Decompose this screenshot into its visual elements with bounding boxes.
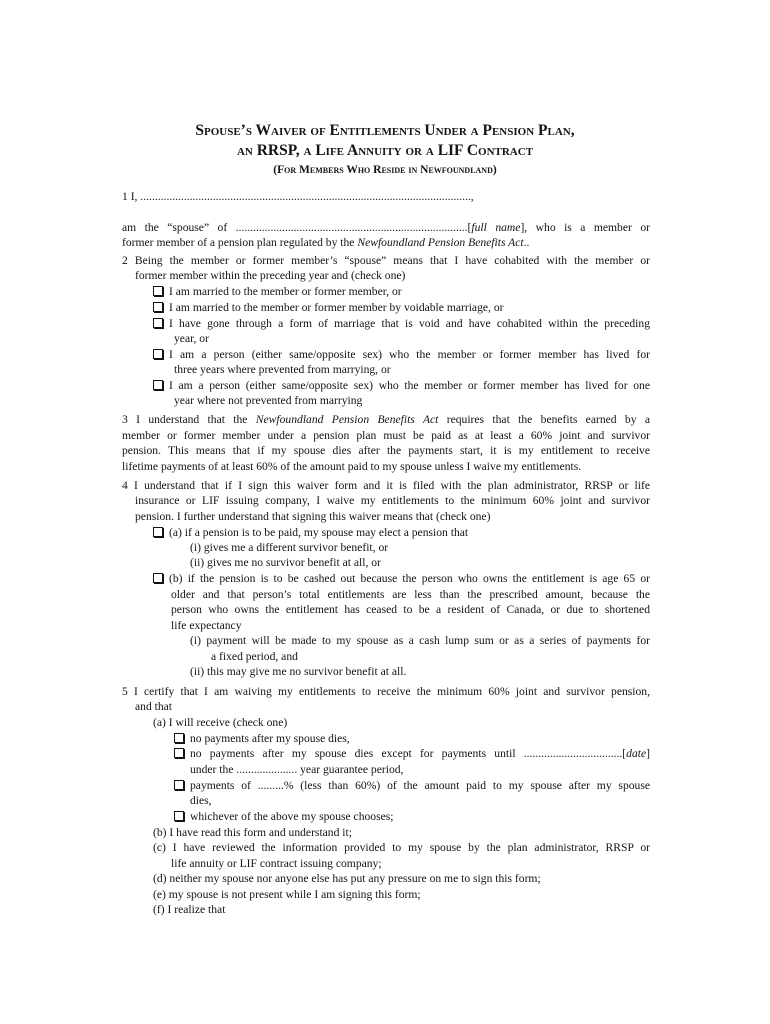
- form-text-line: [135, 700, 172, 714]
- line-text: pension. This means that if my spouse dies after the payments start, it is my entitlement to receive: [122, 444, 650, 457]
- form-text-line: [174, 363, 391, 377]
- checkbox-icon[interactable]: [174, 811, 184, 821]
- checkbox-option-line: [153, 572, 650, 586]
- line-text: (f) I realize that: [153, 903, 226, 916]
- checkbox-icon[interactable]: [153, 318, 163, 328]
- checkbox-option-line: [174, 747, 650, 761]
- checkbox-option-line: [153, 526, 468, 540]
- form-text-line: [122, 190, 474, 204]
- form-text-line: [122, 429, 650, 443]
- checkbox-icon[interactable]: [153, 573, 163, 583]
- form-title-line-2: an RRSP, a Life Annuity or a LIF Contract: [236, 142, 534, 159]
- checkbox-icon[interactable]: [174, 780, 184, 790]
- line-text: life expectancy: [171, 619, 242, 632]
- checkbox-option-line: [174, 732, 350, 746]
- line-text: (d) neither my spouse nor anyone else has put any pressure on me to sign this form;: [153, 872, 541, 885]
- form-text-line: [190, 634, 650, 648]
- form-text-line: [171, 857, 382, 871]
- checkbox-option-line: [153, 348, 650, 362]
- checkbox-option-line: [153, 301, 503, 315]
- line-text: 3 I understand that the Newfoundland Pension Benefits Act requires that the benefits earned by a: [122, 413, 650, 426]
- line-text: I am a person (either same/opposite sex) who the member or former member has lived for one: [169, 379, 650, 392]
- line-text: 4 I understand that if I sign this waiver form and it is filed with the plan administrator, RRSP or life: [122, 479, 650, 492]
- form-text-line: [122, 254, 650, 268]
- form-text-line: [190, 541, 388, 555]
- line-text: I am married to the member or former member, or: [169, 285, 402, 298]
- line-text: member or former member under a pension plan must be paid as at least a 60% joint and survivor: [122, 429, 650, 442]
- line-text: 5 I certify that I am waiving my entitlements to receive the minimum 60% joint and survivor pension,: [122, 685, 650, 698]
- line-text: 2 Being the member or former member’s “spouse” means that I have cohabited with the member or: [122, 254, 650, 267]
- line-text: three years where prevented from marrying, or: [174, 363, 391, 376]
- line-text: I have gone through a form of marriage that is void and have cohabited within the preceding: [169, 317, 650, 330]
- line-text: and that: [135, 700, 173, 713]
- form-title-line-1: Spouse’s Waiver of Entitlements Under a Pension Plan,: [195, 122, 575, 139]
- line-text: year where not prevented from marrying: [174, 394, 363, 407]
- form-text-line: [153, 903, 225, 917]
- form-text-line: [190, 665, 406, 679]
- line-text: (a) if a pension is to be paid, my spouse may elect a pension that: [169, 526, 469, 539]
- form-text-line: [171, 588, 650, 602]
- form-text-line: [135, 494, 650, 508]
- checkbox-option-line: [174, 779, 650, 793]
- line-text: (e) my spouse is not present while I am signing this form;: [153, 888, 421, 901]
- form-text-line: [153, 888, 421, 902]
- checkbox-icon[interactable]: [174, 748, 184, 758]
- form-text-line: [122, 444, 650, 458]
- line-text: whichever of the above my spouse chooses;: [190, 810, 394, 823]
- form-text-line: [122, 479, 650, 493]
- checkbox-option-line: [153, 379, 650, 393]
- line-text: lifetime payments of at least 60% of the amount paid to my spouse unless I waive my entitlements.: [122, 460, 582, 473]
- checkbox-icon[interactable]: [153, 380, 163, 390]
- form-subtitle: (For Members Who Reside in Newfoundland): [273, 164, 497, 176]
- form-text-line: [171, 603, 650, 617]
- line-text: am the “spouse” of ................................................................................[full name], who is a member or: [122, 221, 650, 234]
- line-text: I am a person (either same/opposite sex) who the member or former member has lived for: [169, 348, 650, 361]
- line-text: older and that person’s total entitlements are less than the prescribed amount, because the: [171, 588, 650, 601]
- form-text-line: [135, 510, 490, 524]
- form-text-line: [122, 460, 581, 474]
- form-text-line: [122, 221, 650, 235]
- line-text: life annuity or LIF contract issuing company;: [171, 857, 382, 870]
- line-text: pension. I further understand that signing this waiver means that (check one): [135, 510, 491, 523]
- line-text: (ii) this may give me no survivor benefit at all.: [190, 665, 407, 678]
- checkbox-option-line: [174, 810, 393, 824]
- line-text: person who owns the entitlement has ceased to be a resident of Canada, or due to shortened: [171, 603, 650, 616]
- line-text: insurance or LIF issuing company, I waive my entitlements to the minimum 60% joint and survivor: [135, 494, 650, 507]
- line-text: year, or: [174, 332, 209, 345]
- checkbox-icon[interactable]: [153, 527, 163, 537]
- line-text: payments of .........% (less than 60%) of the amount paid to my spouse after my spouse: [190, 779, 650, 792]
- checkbox-option-line: [153, 285, 402, 299]
- line-text: under the ..................... year guarantee period,: [190, 763, 404, 776]
- form-text-line: [190, 794, 212, 808]
- form-text-line: [211, 650, 298, 664]
- checkbox-icon[interactable]: [153, 286, 163, 296]
- line-text: (i) gives me a different survivor benefit, or: [190, 541, 389, 554]
- line-text: (c) I have reviewed the information provided to my spouse by the plan administrator, RRSP or: [153, 841, 650, 854]
- form-text-line: [174, 332, 209, 346]
- form-text-line: [153, 841, 650, 855]
- line-text: (b) if the pension is to be cashed out because the person who owns the entitlement is age 65 or: [169, 572, 650, 585]
- line-text: former member of a pension plan regulated by the Newfoundland Pension Benefits Act..: [122, 236, 530, 249]
- checkbox-icon[interactable]: [153, 349, 163, 359]
- form-text-line: [190, 763, 403, 777]
- form-text-line: [122, 236, 529, 250]
- checkbox-option-line: [153, 317, 650, 331]
- line-text: a fixed period, and: [211, 650, 298, 663]
- line-text: former member within the preceding year and (check one): [135, 269, 406, 282]
- form-text-line: [122, 413, 650, 427]
- form-text-line: [190, 556, 381, 570]
- line-text: no payments after my spouse dies except for payments until ..................................[date]: [190, 747, 650, 760]
- line-text: 1 I, ..................................................................................................................,: [122, 190, 474, 203]
- form-text-line: [153, 872, 541, 886]
- form-text-line: [153, 716, 287, 730]
- line-text: dies,: [190, 794, 212, 807]
- form-text-line: [171, 619, 242, 633]
- line-text: no payments after my spouse dies,: [190, 732, 350, 745]
- checkbox-icon[interactable]: [153, 302, 163, 312]
- line-text: (ii) gives me no survivor benefit at all, or: [190, 556, 381, 569]
- line-text: (b) I have read this form and understand it;: [153, 826, 352, 839]
- form-text-line: [153, 826, 352, 840]
- line-text: (a) I will receive (check one): [153, 716, 288, 729]
- form-text-line: [122, 685, 650, 699]
- form-text-line: [135, 269, 405, 283]
- line-text: (i) payment will be made to my spouse as a cash lump sum or as a series of payments for: [190, 634, 650, 647]
- checkbox-icon[interactable]: [174, 733, 184, 743]
- line-text: I am married to the member or former member by voidable marriage, or: [169, 301, 504, 314]
- form-text-line: [174, 394, 362, 408]
